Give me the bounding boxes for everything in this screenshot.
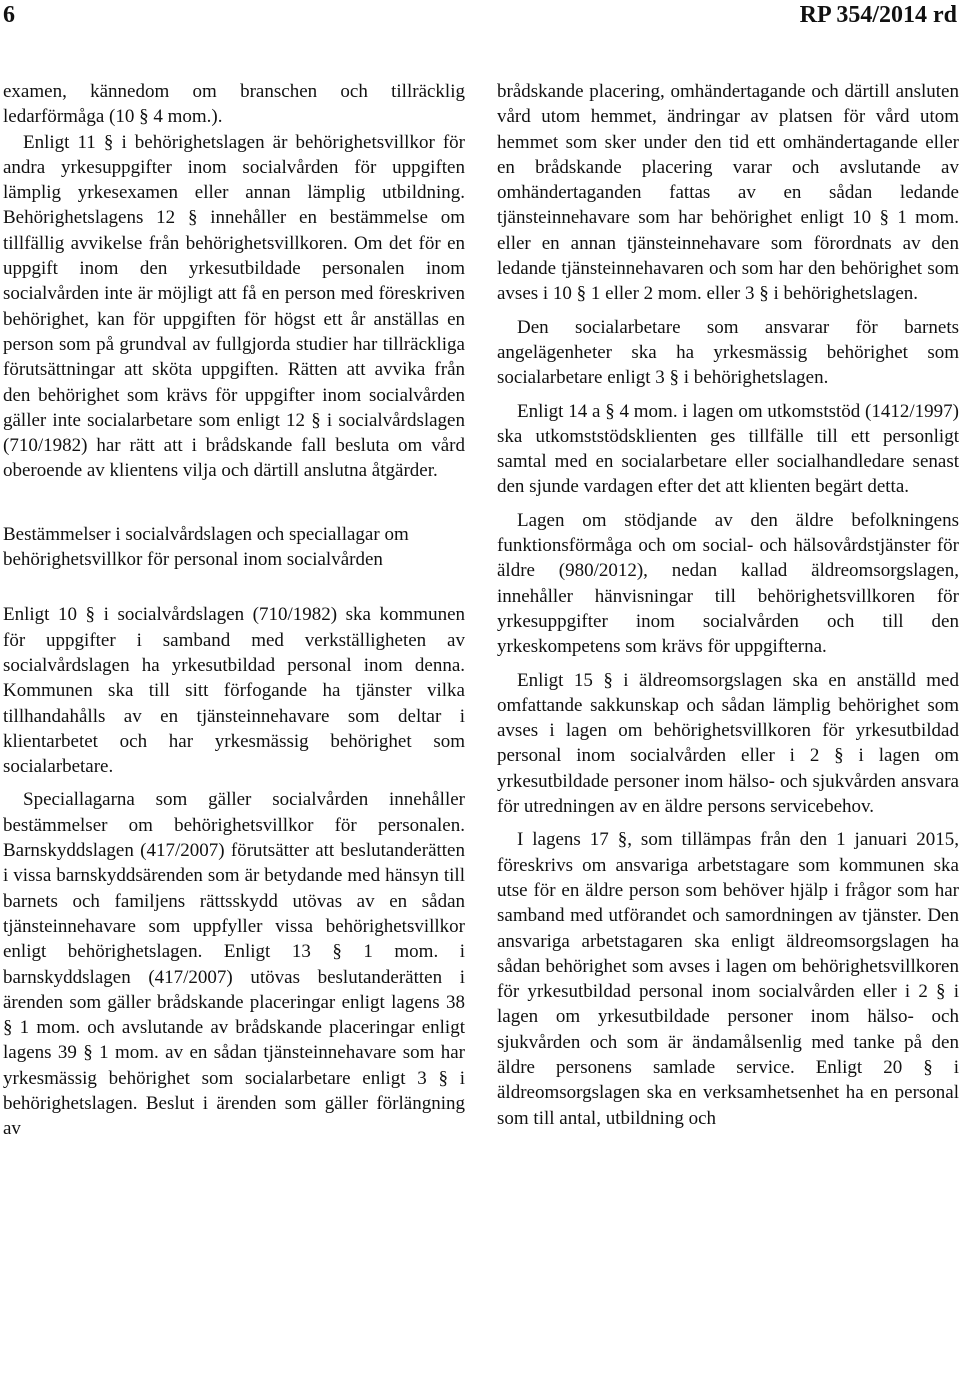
document-reference: RP 354/2014 rd [799,2,957,28]
paragraph: brådskande placering, omhändertagande och därtill ansluten vård utom hemmet, ändringar av platsen för vård utom hemmet som sker under den tid ett omhändertagande eller en brådskande placering varar och avslutande av omhändertaganden fattas av en sådan ledande tjänsteinnehavare som har behörighet enligt 10 § 1 mom. eller en annan tjänsteinnehavare som förordnats av den ledande tjänsteinnehavaren och som har den behörighet som avses i 10 § 1 eller 2 mom. eller 3 § i behörighetslagen. [497,81,959,305]
page-header [0,0,960,40]
paragraph: examen, kännedom om branschen och tillräcklig ledarförmåga (10 § 4 mom.). [3,81,465,128]
paragraph: I lagens 17 §, som tillämpas från den 1 januari 2015, föreskrivs om ansvariga arbetstagare som kommunen ska utse för en äldre person som behöver hjälp i frågor som har samband med utförandet och samordningen av tjänster. Den ansvariga arbetstagaren ska enligt äldreomsorgslagen ha sådan behörighet som avses i lagen om behörighetsvillkoren för yrkesutbildad personal inom socialvården eller i 2 § i lagen om yrkesutbildade personer inom hälso- och sjukvården och som är ändamålsenlig med tanke på den äldre personens samlade service. Enligt 20 § i äldreomsorgslagen ska en verksamhetsenhet ha en personal som till antal, utbildning och [497,829,959,1129]
section-spacer [3,572,465,602]
paragraph: Enligt 14 a § 4 mom. i lagen om utkomststöd (1412/1997) ska utkomststödsklienten ges tillfälle till ett personligt samtal med en socialarbetare eller socialhandledare senast den sjunde vardagen efter det att klienten begärt detta. [497,400,959,498]
section-spacer [3,484,465,522]
page-number: 6 [3,2,15,28]
section-heading: Bestämmelser i socialvårdslagen och speciallagar om behörighetsvillkor för personal inom socialvården [3,523,409,571]
left-column [3,79,465,1142]
paragraph: Den socialarbetare som ansvarar för barnets angelägenheter ska ha yrkesmässig behörighet som socialarbetare enligt 3 § i behörighetslagen. [497,316,959,389]
paragraph: Enligt 10 § i socialvårdslagen (710/1982) ska kommunen för uppgifter i samband med verkställigheten av socialvårdslagen ha yrkesutbildad personal inom denna. Kommunen ska till sitt förfogande ha tjänster vilka tillhandahålls av en tjänsteinnehavare som deltar i klientarbetet och har yrkesmässig behörighet som socialarbetare. [3,604,465,778]
paragraph: Speciallagarna som gäller socialvården innehåller bestämmelser om behörighetsvillkor för personalen. Barnskyddslagen (417/2007) förutsätter att beslutanderätten i vissa barnskyddsärenden som är betydande med hänsyn till barnets och familjens rättsskydd utövas av en sådan tjänsteinnehavare som uppfyller vissa behörighetsvillkor enligt behörighetslagen. Enligt 13 § 1 mom. i barnskyddslagen (417/2007) utövas beslutanderätten i ärenden som gäller brådskande placeringar enligt lagens 38 § 1 mom. och avslutande av brådskande placeringar enligt lagens 39 § 1 mom. av en sådan tjänsteinnehavare som har yrkesmässig behörighet som socialarbetare enligt 3 § i behörighetslagen. Beslut i ärenden som gäller förlängning av [3,789,465,1140]
paragraph: Enligt 15 § i äldreomsorgslagen ska en anställd med omfattande sakkunskap och sådan lämplig behörighet som avses i lagen om behörighetsvillkoren för yrkesutbildad personal inom socialvården eller i 2 § i lagen om yrkesutbildade personer inom hälso- och sjukvården ansvara för utredningen av en äldre persons servicebehov. [497,669,959,818]
paragraph: Enligt 11 § i behörighetslagen är behörighetsvillkor för andra yrkesuppgifter inom socialvården för uppgiften lämplig yrkesexamen eller annan lämplig utbildning. Behörighetslagens 12 § innehåller en bestämmelse om tillfällig avvikelse från behörighetsvillkoren. Om det för en uppgift inom den yrkesutbildade personalen inom socialvården inte är möjligt att få en person med föreskriven behörighet, kan för uppgiften för högst ett år anställas en person som på grundval av fullgjorda studier har tillräckliga förutsättningar att sköta uppgiften. Rätten att avvika från den behörighet som krävs för uppgifter inom socialvården gäller inte socialarbetare som enligt 12 § i socialvårdslagen (710/1982) har rätt att i brådskande fall besluta om vård oberoende av klientens vilja och därtill anslutna åtgärder. [3,131,465,482]
paragraph: Lagen om stödjande av den äldre befolkningens funktionsförmåga och om social- och hälsovårdstjänster för äldre (980/2012), nedan kallad äldreomsorgslagen, innehåller hänvisningar till behörighetsvillkoren för yrkesuppgifter inom socialvården och till den yrkeskompetens som krävs för uppgifterna. [497,509,959,658]
right-column [497,79,959,1131]
